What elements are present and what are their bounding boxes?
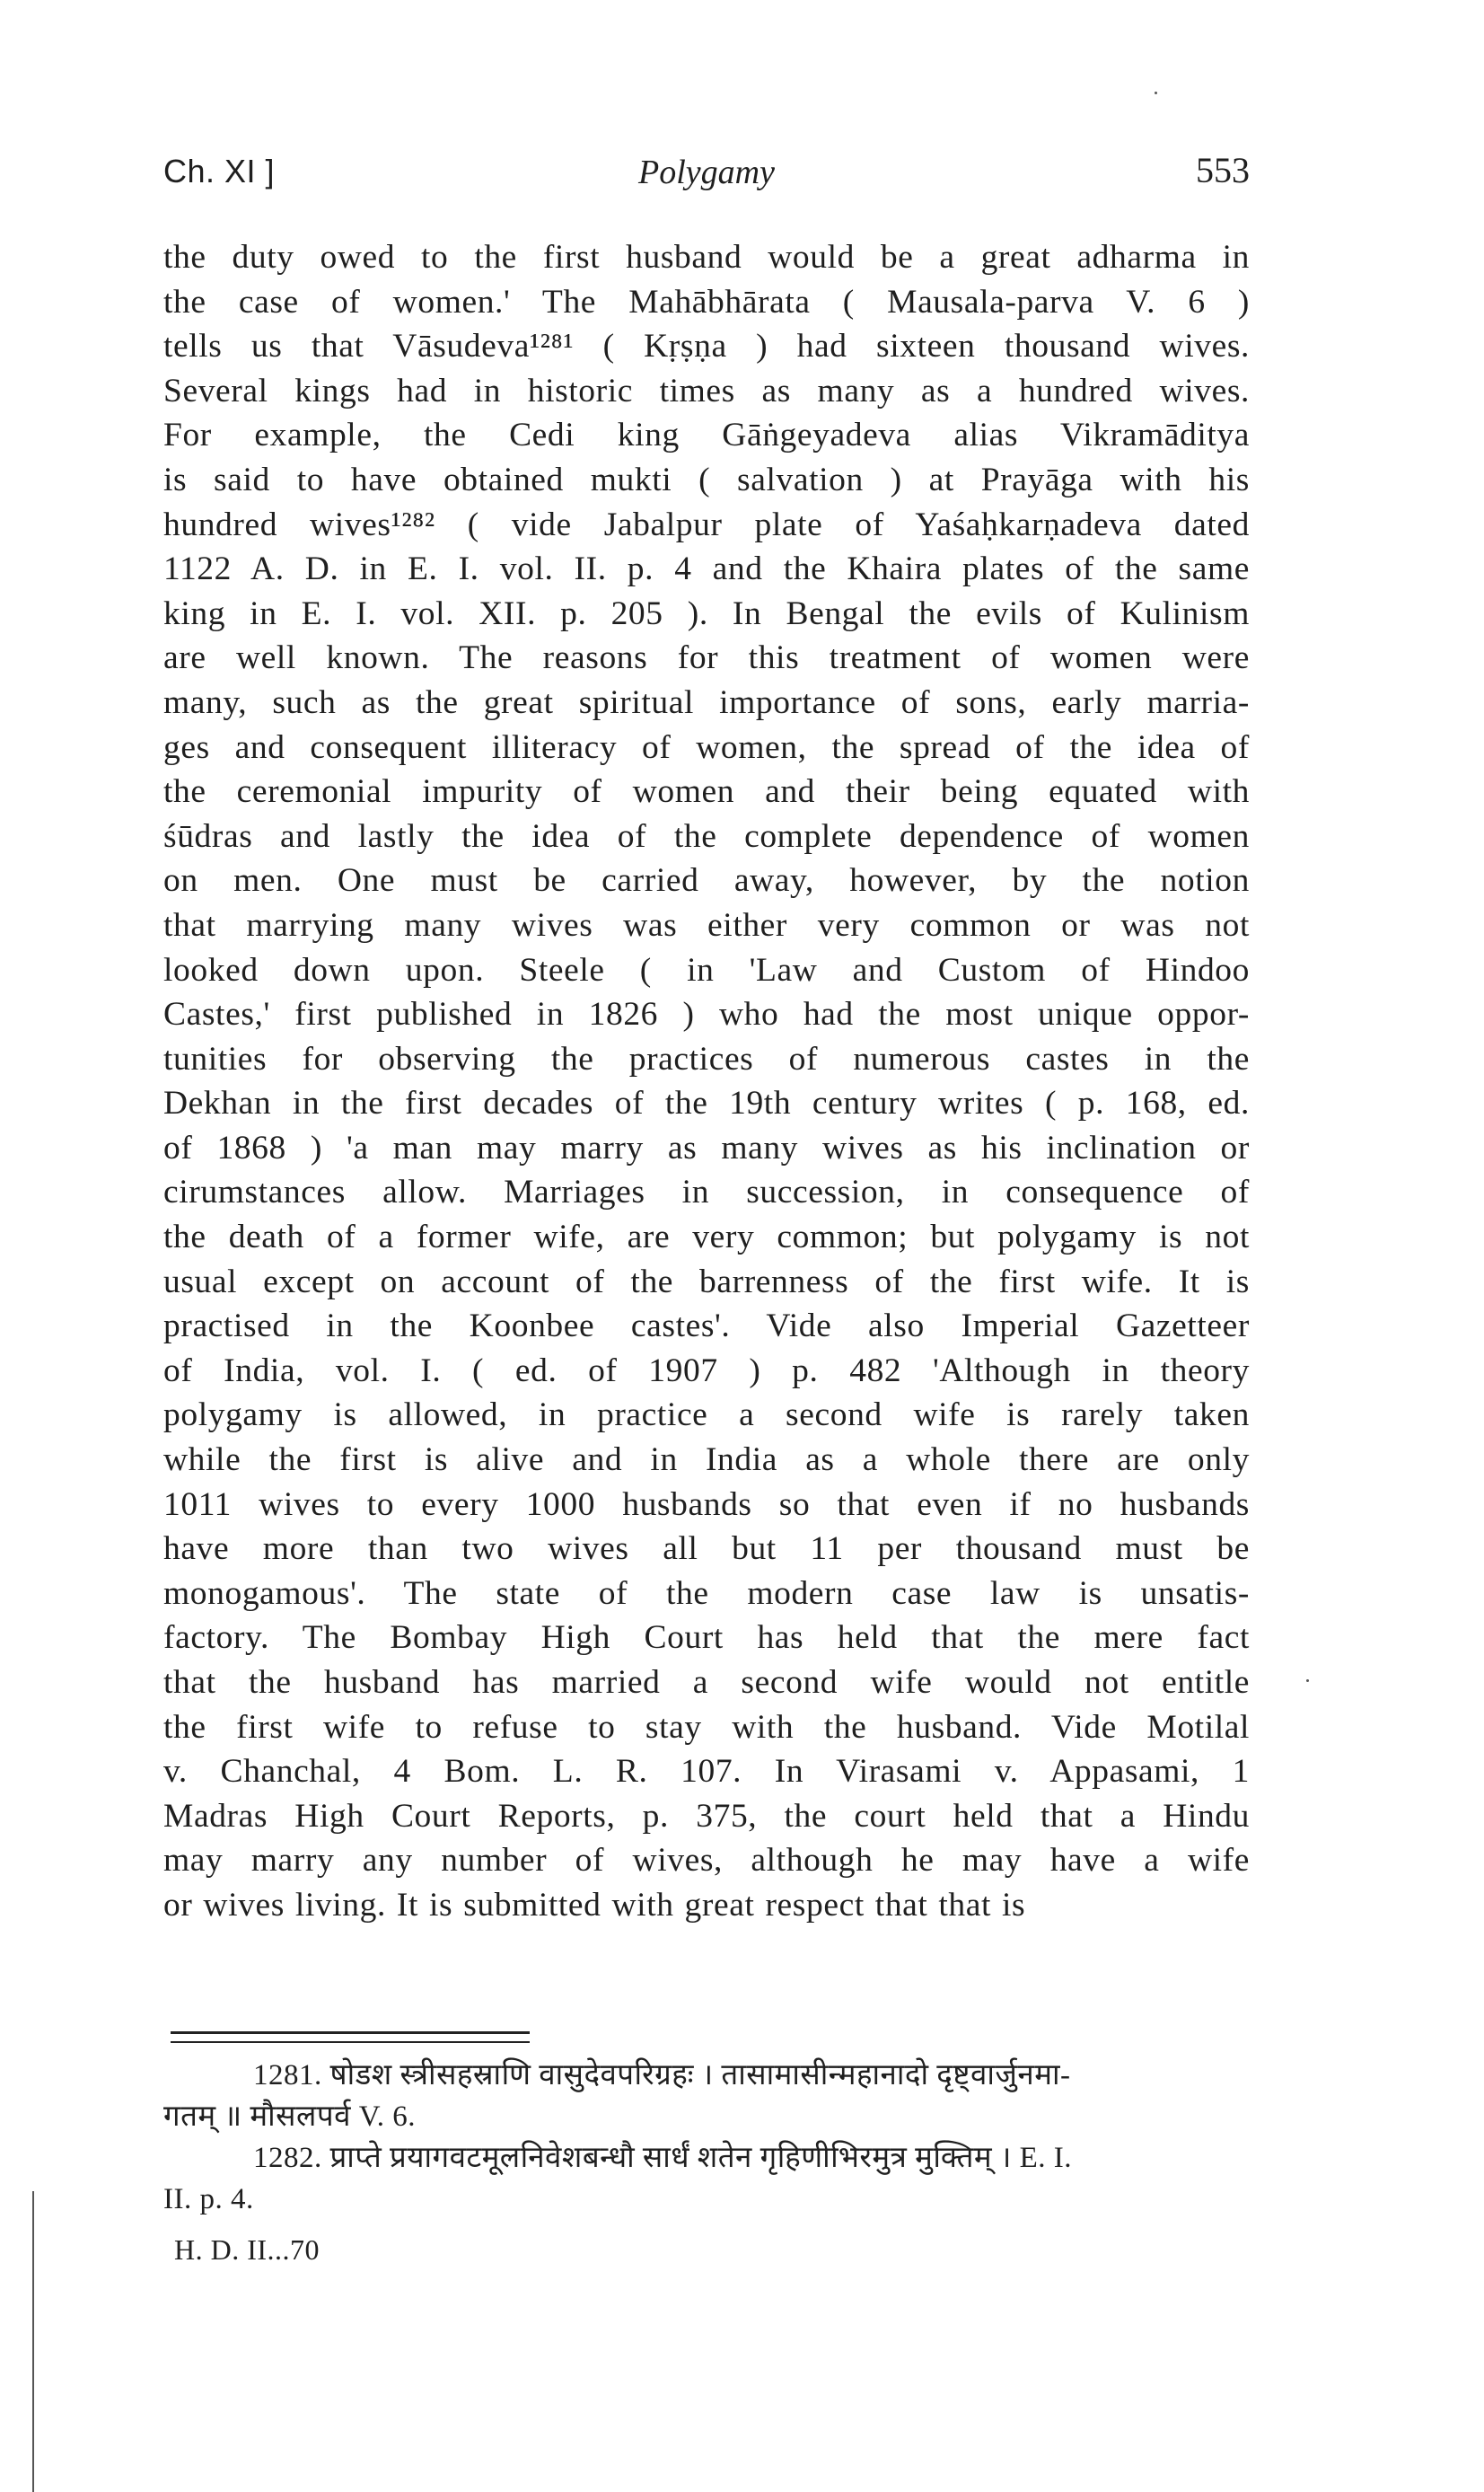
body-line: king in E. I. vol. XII. p. 205 ). In Bengal the evils of Kulinism (163, 594, 1250, 632)
scan-speck (1155, 92, 1157, 94)
body-line: that marrying many wives was either very common or was not (163, 906, 1250, 944)
body-line: ges and consequent illiteracy of women, the spread of the idea of (163, 728, 1250, 766)
page-number: 553 (1196, 150, 1250, 190)
footnote-1281-line-1: 1281. षोडश स्त्रीसहस्राणि वासुदेवपरिग्रहः । तासामासीन्महानादो दृष्ट्वार्जुनमा- (253, 2059, 1071, 2091)
body-line: tunities for observing the practices of numerous castes in the (163, 1040, 1250, 1078)
body-line: factory. The Bombay High Court has held that the mere fact (163, 1619, 1250, 1657)
footnote-1282-line-1: 1282. प्राप्ते प्रयागवटमूलनिवेशबन्धौ सार्धं शतेन गृहिणीभिरमुत्र मुक्तिम् । E. I. (253, 2142, 1073, 2174)
body-line: while the first is alive and in India as a whole there are only (163, 1441, 1250, 1479)
footnotes (163, 2055, 1250, 2270)
page-title: Polygamy (638, 154, 775, 191)
body-line: tells us that Vāsudeva¹²⁸¹ ( Kṛṣṇa ) had sixteen thousand wives. (163, 328, 1250, 365)
body-line: looked down upon. Steele ( in 'Law and Custom of Hindoo (163, 951, 1250, 989)
footnote-1282-line-2: II. p. 4. (163, 2183, 254, 2215)
body-line: Several kings had in historic times as many as a hundred wives. (163, 372, 1250, 409)
body-line: the case of women.' The Mahābhārata ( Mausala-parva V. 6 ) (163, 283, 1250, 321)
body-line: the first wife to refuse to stay with the husband. Vide Motilal (163, 1708, 1250, 1746)
body-line: v. Chanchal, 4 Bom. L. R. 107. In Virasami v. Appasami, 1 (163, 1753, 1250, 1791)
body-line: have more than two wives all but 11 per thousand must be (163, 1530, 1250, 1568)
body-line: monogamous'. The state of the modern case law is unsatis- (163, 1574, 1250, 1612)
body-line: practised in the Koonbee castes'. Vide also Imperial Gazetteer (163, 1308, 1250, 1345)
body-line: polygamy is allowed, in practice a second wife is rarely taken (163, 1396, 1250, 1434)
body-line: the death of a former wife, are very common; but polygamy is not (163, 1219, 1250, 1256)
body-line: or wives living. It is submitted with great respect that that is (163, 1886, 1026, 1924)
body-line: many, such as the great spiritual importance of sons, early marria- (163, 683, 1250, 721)
body-line: 1011 wives to every 1000 husbands so that even if no husbands (163, 1485, 1250, 1523)
body-line: 1122 A. D. in E. I. vol. II. p. 4 and the Khaira plates of the same (163, 550, 1250, 588)
body-line: usual except on account of the barrenness of the first wife. It is (163, 1263, 1250, 1300)
scan-speck (1306, 1679, 1309, 1682)
running-head (163, 150, 1250, 207)
footnote-1281-line-2: गतम् ॥ मौसलपर्व V. 6. (163, 2100, 417, 2133)
body-line: the duty owed to the first husband would be a great adharma in (163, 239, 1250, 276)
body-line: For example, the Cedi king Gāṅgeyadeva alias Vikramāditya (163, 417, 1250, 454)
body-line: cirumstances allow. Marriages in succession, in consequence of (163, 1174, 1250, 1211)
body-line: Dekhan in the first decades of the 19th century writes ( p. 168, ed. (163, 1085, 1250, 1123)
body-line: that the husband has married a second wife would not entitle (163, 1664, 1250, 1701)
chapter-label: Ch. XI ] (163, 153, 276, 189)
scan-margin-line (32, 2191, 34, 2492)
body-text (163, 235, 1250, 1928)
footnote-divider (171, 2031, 530, 2043)
body-line: śūdras and lastly the idea of the complete dependence of women (163, 817, 1250, 855)
body-line: are well known. The reasons for this treatment of women were (163, 639, 1250, 677)
body-line: on men. One must be carried away, however, by the notion (163, 862, 1250, 900)
body-line: hundred wives¹²⁸² ( vide Jabalpur plate of Yaśaḥkarṇadeva dated (163, 506, 1250, 543)
body-line: the ceremonial impurity of women and their being equated with (163, 773, 1250, 811)
body-line: Castes,' first published in 1826 ) who had the most unique oppor- (163, 996, 1250, 1034)
body-line: may marry any number of wives, although he may have a wife (163, 1842, 1250, 1880)
body-line: of India, vol. I. ( ed. of 1907 ) p. 482 'Although in theory (163, 1352, 1250, 1389)
signature-marker: H. D. II...70 (174, 2233, 321, 2266)
body-line: Madras High Court Reports, p. 375, the court held that a Hindu (163, 1797, 1250, 1835)
body-line: is said to have obtained mukti ( salvation ) at Prayāga with his (163, 461, 1250, 498)
body-line: of 1868 ) 'a man may marry as many wives as his inclination or (163, 1129, 1250, 1167)
